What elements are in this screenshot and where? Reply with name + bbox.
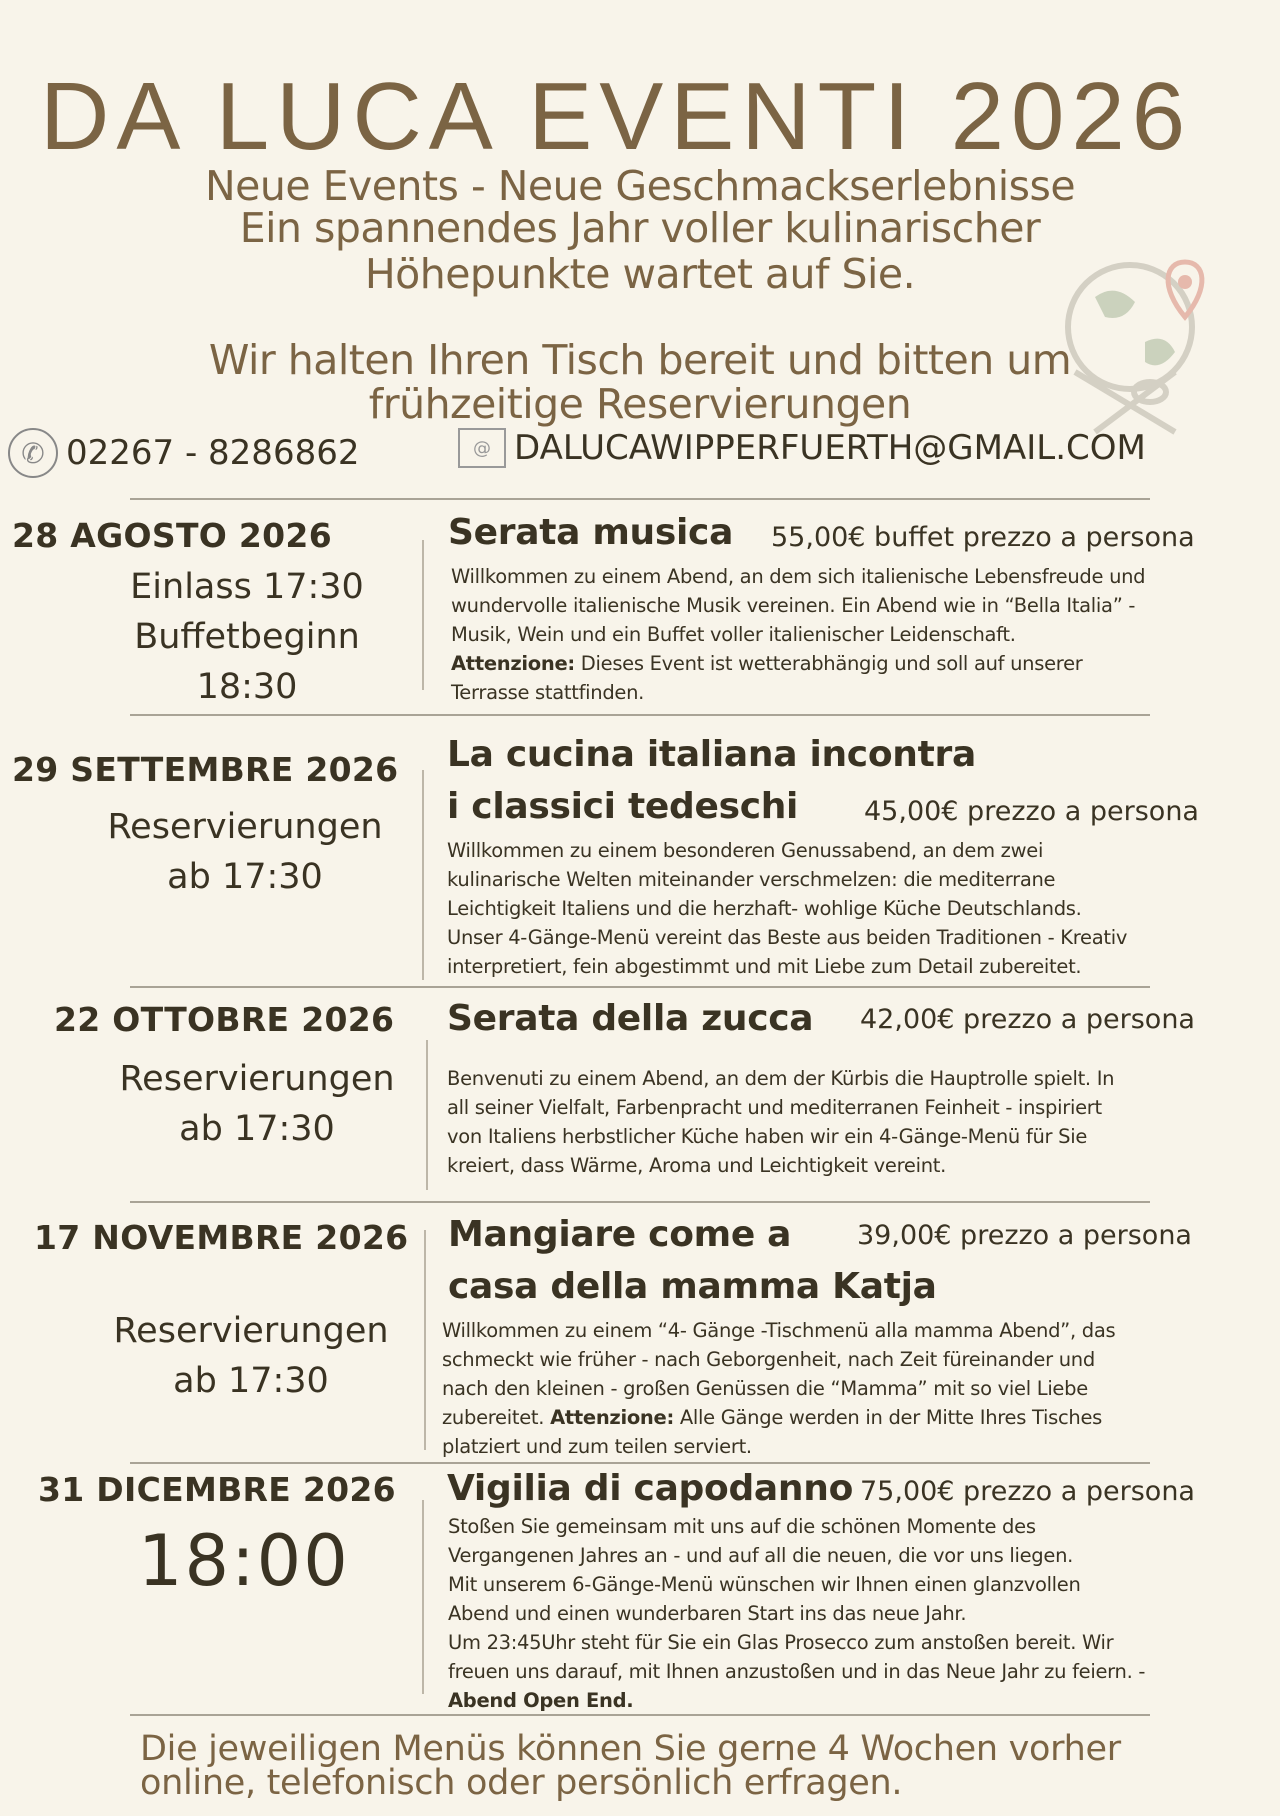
- event-date: 29 SETTEMBRE 2026: [12, 750, 399, 789]
- event-title: La cucina italiana incontra: [447, 734, 976, 775]
- event-time-line: Reservierungen: [119, 1059, 395, 1099]
- footer-line: Die jeweiligen Menüs können Sie gerne 4 Wochen vorher: [140, 1729, 1121, 1769]
- footer-line: online, telefonisch oder persönlich erfragen.: [140, 1763, 903, 1803]
- event-description: Stoßen Sie gemeinsam mit uns auf die schönen Momente des Vergangenen Jahres an - und auf all die neuen, die vor uns liegen. Mit unserem 6-Gänge-Menü wünschen wir Ihnen einen glanzvollen Abend und einen wunderbaren Start ins das neue Jahr. Um 23:45Uhr steht für Sie ein Glas Prosecco zum anstoßen bereit. Wir freuen uns darauf, mit Ihnen anzustoßen und in das Neue Jahr zu feiern. - Abend Open End.: [448, 1515, 1146, 1712]
- vertical-divider: [426, 1040, 428, 1190]
- subtitle-line-3: Höhepunkte wartet auf Sie.: [364, 250, 916, 298]
- email-contact[interactable]: [458, 428, 1146, 468]
- vertical-divider: [422, 1500, 424, 1694]
- divider: [130, 1201, 1150, 1203]
- event-title: Serata musica: [448, 512, 734, 553]
- divider: [130, 498, 1150, 500]
- event-description: Willkommen zu einem “4- Gänge -Tischmenü alla mamma Abend”, das schmeckt wie früher - nach Geborgenheit, nach Zeit füreinander und nach den kleinen - großen Genüssen die “Mamma” mit so viel Liebe zubereitet. Attenzione: Alle Gänge werden in der Mitte Ihres Tisches platziert und zum teilen serviert.: [442, 1319, 1116, 1458]
- event-time-line: ab 17:30: [167, 857, 323, 897]
- event-title: Mangiare come a: [448, 1214, 792, 1255]
- page-title: DA LUCA EVENTI 2026: [40, 63, 1193, 170]
- subtitle-line-2: Ein spannendes Jahr voller kulinarischer: [239, 204, 1041, 252]
- event-description: Benvenuti zu einem Abend, an dem der Kürbis die Hauptrolle spielt. In all seiner Vielfalt, Farbenpracht und mediterranen Feinheit - inspiriert von Italiens herbstlicher Küche haben wir ein 4-Gänge-Menü für Sie kreiert, dass Wärme, Aroma und Leichtigkeit vereint.: [447, 1067, 1115, 1177]
- divider: [130, 986, 1150, 988]
- event-time-line: Reservierungen: [107, 807, 383, 847]
- phone-icon: ✆: [8, 428, 58, 478]
- subtitle-line-5: frühzeitige Reservierungen: [368, 380, 912, 428]
- event-price: 45,00€ prezzo a persona: [864, 796, 1199, 827]
- divider: [130, 1714, 1150, 1716]
- event-price: 55,00€ buffet prezzo a persona: [771, 522, 1195, 553]
- event-title: Vigilia di capodanno: [447, 1468, 854, 1509]
- event-time-line: ab 17:30: [179, 1109, 335, 1149]
- event-time-big: 18:00: [138, 1520, 350, 1602]
- phone-number: 02267 - 8286862: [66, 433, 360, 473]
- subtitle-line-4: Wir halten Ihren Tisch bereit und bitten um: [208, 336, 1072, 384]
- event-description: Willkommen zu einem besonderen Genussabend, an dem zwei kulinarische Welten miteinander verschmelzen: die mediterrane Leichtigkeit Italiens und die herzhaft- wohlige Küche Deutschlands. Unser 4-Gänge-Menü vereint das Beste aus beiden Traditionen - Kreativ interpretiert, fein abgestimmt und mit Liebe zum Detail zubereitet.: [447, 839, 1128, 978]
- event-title: Serata della zucca: [447, 998, 814, 1039]
- event-time-line: Buffetbeginn: [134, 617, 360, 657]
- event-price: 75,00€ prezzo a persona: [860, 1476, 1195, 1507]
- event-price: 42,00€ prezzo a persona: [860, 1004, 1195, 1035]
- event-time-line: Einlass 17:30: [130, 567, 364, 607]
- event-date: 17 NOVEMBRE 2026: [34, 1218, 409, 1257]
- divider: [130, 1462, 1150, 1464]
- event-time-line: Reservierungen: [113, 1311, 389, 1351]
- vertical-divider: [424, 1230, 426, 1450]
- event-date: 28 AGOSTO 2026: [12, 516, 332, 555]
- subtitle-line-1: Neue Events - Neue Geschmackserlebnisse: [204, 162, 1076, 210]
- contact-row: [0, 428, 1280, 480]
- event-title: casa della mamma Katja: [448, 1266, 937, 1307]
- event-description: Willkommen zu einem Abend, an dem sich italienische Lebensfreude und wundervolle italienische Musik vereinen. Ein Abend wie in “Bella Italia” - Musik, Wein und ein Buffet voller italienischer Leidenschaft. Attenzione: Dieses Event ist wetterabhängig und soll auf unserer Terrasse stattfinden.: [451, 565, 1146, 704]
- vertical-divider: [422, 540, 424, 690]
- event-date: 22 OTTOBRE 2026: [54, 1000, 395, 1039]
- event-title: i classici tedeschi: [447, 786, 799, 827]
- footer-note: [140, 1729, 1240, 1803]
- event-date: 31 DICEMBRE 2026: [38, 1470, 396, 1509]
- divider: [130, 714, 1150, 716]
- globe-cutlery-logo-icon: [1055, 252, 1225, 442]
- event-price: 39,00€ prezzo a persona: [857, 1220, 1192, 1251]
- envelope-icon: @: [458, 428, 506, 468]
- event-time-line: ab 17:30: [173, 1361, 329, 1401]
- phone-contact[interactable]: [8, 428, 359, 478]
- event-time-line: 18:30: [196, 667, 298, 707]
- vertical-divider: [422, 770, 424, 980]
- email-address: DALUCAWIPPERFUERTH@GMAIL.COM: [514, 428, 1146, 468]
